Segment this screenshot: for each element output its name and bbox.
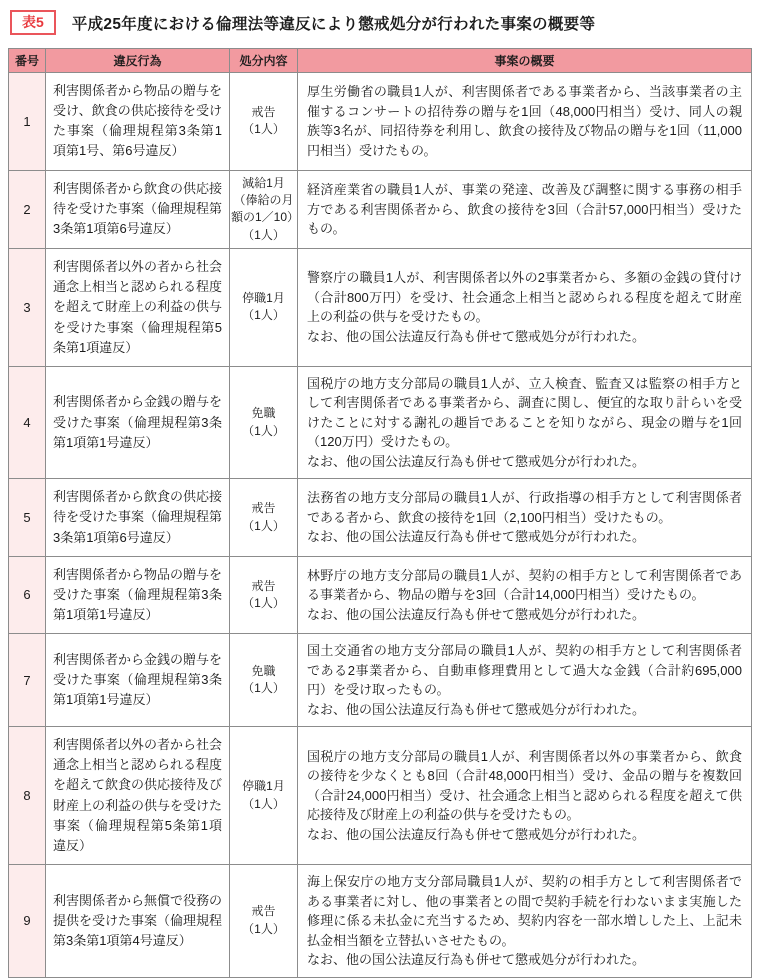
disposition-line: 戒告 — [251, 501, 276, 516]
violation-cell: 利害関係者から物品の贈与を受けた事案（倫理規程第3条第1項第1号違反） — [46, 556, 230, 633]
table-row — [9, 865, 752, 978]
table-row — [9, 479, 752, 556]
disciplinary-cases-table — [8, 48, 752, 978]
table-body — [9, 73, 752, 978]
disposition-cell — [230, 249, 298, 367]
table-row — [9, 249, 752, 367]
disposition-line: 停職1月 — [242, 291, 285, 306]
summary-cell — [298, 366, 752, 479]
disposition-cell — [230, 865, 298, 978]
table-row — [9, 634, 752, 727]
case-number-cell: 4 — [9, 366, 46, 479]
disposition-cell — [230, 727, 298, 865]
summary-cell — [298, 479, 752, 556]
disposition-line: （1人） — [242, 518, 285, 533]
violation-cell: 利害関係者から飲食の供応接待を受けた事案（倫理規程第3条第1項第6号違反） — [46, 479, 230, 556]
disposition-cell — [230, 170, 298, 249]
summary-line: 海上保安庁の地方支分部局職員1人が、契約の相手方として利害関係者である事業者に対し、他の事業者との間で契約手続を行わないまま実施した修理に係る未払金に充当するため、契約内容を一部水増しした上、上記未払金相当額を立替払いさせたもの。 — [307, 874, 742, 948]
summary-cell — [298, 727, 752, 865]
disposition-line: （1人） — [242, 595, 285, 610]
summary-line: なお、他の国公法違反行為も併せて懲戒処分が行われた。 — [307, 328, 646, 344]
disposition-line: 減給1月 — [242, 175, 285, 190]
summary-line: なお、他の国公法違反行為も併せて懲戒処分が行われた。 — [307, 606, 646, 622]
header-row — [9, 49, 752, 73]
table-header — [9, 49, 752, 73]
summary-cell — [298, 249, 752, 367]
page-title: 平成25年度における倫理法等違反により懲戒処分が行われた事案の概要等 — [71, 15, 596, 33]
summary-line: 厚生労働省の職員1人が、利害関係者である事業者から、当該事業者の主催するコンサートの招待券の贈与を1回（48,000円相当）受け、同人の親族等3名が、同招待券を利用し、飲食の接待及び物品の贈与を1回（11,000円相当）受けたもの。 — [307, 84, 742, 158]
violation-cell: 利害関係者から飲食の供応接待を受けた事案（倫理規程第3条第1項第6号違反） — [46, 170, 230, 249]
disposition-line: 戒告 — [251, 904, 276, 919]
disposition-line: 戒告 — [251, 578, 276, 593]
disposition-line: 停職1月 — [242, 779, 285, 794]
summary-line: なお、他の国公法違反行為も併せて懲戒処分が行われた。 — [307, 529, 646, 545]
disposition-line: （1人） — [242, 122, 285, 137]
summary-cell — [298, 634, 752, 727]
case-number-cell: 5 — [9, 479, 46, 556]
summary-line: 国土交通省の地方支分部局の職員1人が、契約の相手方として利害関係者である2事業者から、自動車修理費用として過大な金銭（合計約695,000円）を受け取ったもの。 — [307, 643, 742, 698]
case-number-cell: 1 — [9, 73, 46, 171]
summary-line: なお、他の国公法違反行為も併せて懲戒処分が行われた。 — [307, 952, 646, 968]
summary-line: なお、他の国公法違反行為も併せて懲戒処分が行われた。 — [307, 826, 646, 842]
disposition-line: （1人） — [242, 921, 285, 936]
table-row — [9, 727, 752, 865]
summary-line: 国税庁の地方支分部局の職員1人が、立入検査、監査又は監察の相手方として利害関係者である事業者から、調査に関し、便宜的な取り計らいを受けたことに対する謝礼の趣旨であることを知りながら、現金の贈与を1回（120万円）受けたもの。 — [307, 375, 742, 450]
case-number-cell: 7 — [9, 634, 46, 727]
case-number-cell: 2 — [9, 170, 46, 249]
summary-line: 警察庁の職員1人が、利害関係者以外の2事業者から、多額の金銭の貸付け（合計800万円）を受け、社会通念上相当と認められる程度を超えて財産上の利益の供与を受けたもの。 — [307, 270, 742, 325]
disposition-cell — [230, 73, 298, 171]
case-number-cell: 9 — [9, 865, 46, 978]
header-number: 番号 — [9, 49, 46, 73]
violation-cell: 利害関係者から無償で役務の提供を受けた事案（倫理規程第3条第1項第4号違反） — [46, 865, 230, 978]
violation-cell: 利害関係者から物品の贈与を受け、飲食の供応接待を受けた事案（倫理規程第3条第1項第1号、第6号違反） — [46, 73, 230, 171]
disposition-line: （1人） — [242, 796, 285, 811]
disposition-cell — [230, 366, 298, 479]
summary-cell — [298, 73, 752, 171]
case-number-cell: 6 — [9, 556, 46, 633]
table-row — [9, 73, 752, 171]
summary-line: 法務省の地方支分部局の職員1人が、行政指導の相手方として利害関係者である者から、飲食の接待を1回（2,100円相当）受けたもの。 — [307, 490, 742, 525]
header-summary: 事案の概要 — [298, 49, 752, 73]
summary-line: なお、他の国公法違反行為も併せて懲戒処分が行われた。 — [307, 453, 646, 469]
case-number-cell: 3 — [9, 249, 46, 367]
table-row — [9, 366, 752, 479]
case-number-cell: 8 — [9, 727, 46, 865]
disposition-line: 免職 — [251, 663, 276, 678]
summary-line: 国税庁の地方支分部局の職員1人が、利害関係者以外の事業者から、飲食の接待を少なくとも8回（合計48,000円相当）受け、金品の贈与を複数回（合計24,000円相当）受け、社会通念上相当と認められる程度を超えて供応接待及び財産上の利益の供与を受けたもの。 — [307, 748, 742, 823]
disposition-line: 戒告 — [251, 104, 276, 119]
header-violation: 違反行為 — [46, 49, 230, 73]
disposition-line: （1人） — [242, 308, 285, 323]
header-disposition: 処分内容 — [230, 49, 298, 73]
violation-cell: 利害関係者から金銭の贈与を受けた事案（倫理規程第3条第1項第1号違反） — [46, 366, 230, 479]
table-row — [9, 170, 752, 249]
violation-cell: 利害関係者から金銭の贈与を受けた事案（倫理規程第3条第1項第1号違反） — [46, 634, 230, 727]
summary-cell — [298, 170, 752, 249]
disposition-line: （1人） — [242, 227, 285, 242]
disposition-line: 免職 — [251, 406, 276, 421]
summary-line: 経済産業省の職員1人が、事業の発達、改善及び調整に関する事務の相手方である利害関係者から、飲食の接待を3回（合計57,000円相当）受けたもの。 — [307, 182, 742, 237]
disposition-cell — [230, 634, 298, 727]
violation-cell: 利害関係者以外の者から社会通念上相当と認められる程度を超えて財産上の利益の供与を受けた事案（倫理規程第5条第1項違反） — [46, 249, 230, 367]
disposition-line: （俸給の月額の1／10） — [231, 192, 300, 225]
disposition-line: （1人） — [242, 681, 285, 696]
disposition-cell — [230, 556, 298, 633]
table-row — [9, 556, 752, 633]
summary-line: 林野庁の地方支分部局の職員1人が、契約の相手方として利害関係者である事業者から、物品の贈与を3回（合計14,000円相当）受けたもの。 — [307, 567, 742, 603]
violation-cell: 利害関係者以外の者から社会通念上相当と認められる程度を超えて飲食の供応接待及び財産上の利益の供与を受けた事案（倫理規程第5条第1項違反） — [46, 727, 230, 865]
title-row — [10, 10, 752, 35]
disposition-line: （1人） — [242, 423, 285, 438]
disposition-cell — [230, 479, 298, 556]
table-number-label: 表5 — [10, 10, 56, 35]
summary-cell — [298, 865, 752, 978]
summary-cell — [298, 556, 752, 633]
summary-line: なお、他の国公法違反行為も併せて懲戒処分が行われた。 — [307, 701, 646, 717]
